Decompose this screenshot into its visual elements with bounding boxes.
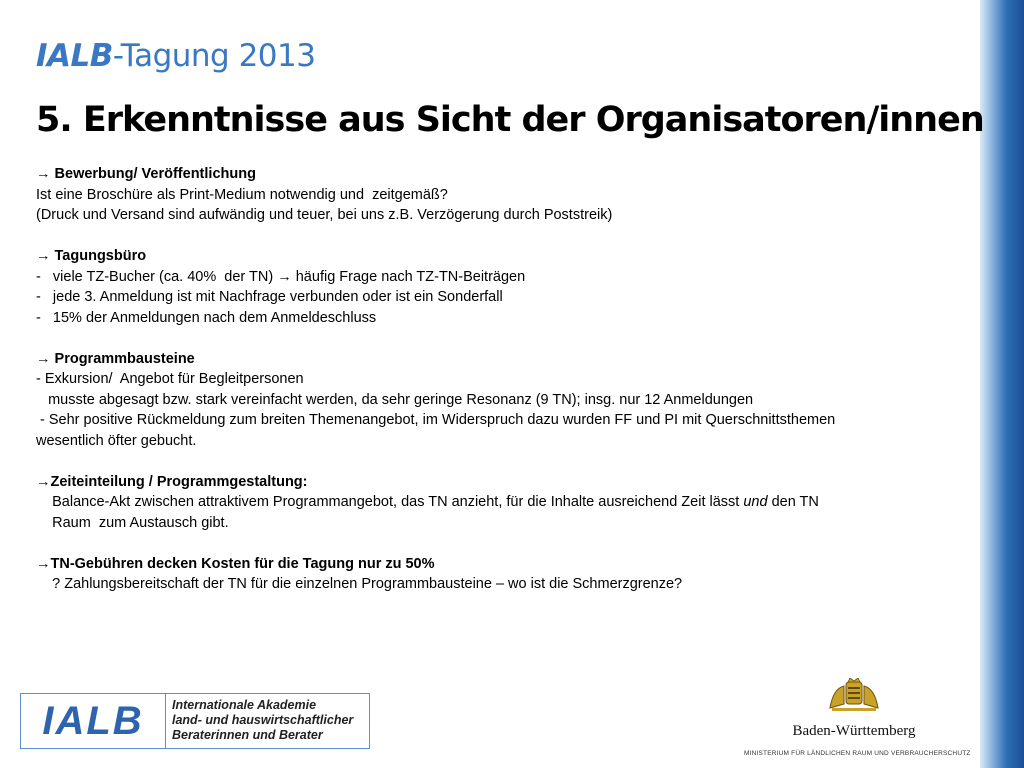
section-heading: [36, 349, 986, 370]
slide-content: [36, 164, 986, 595]
text-fragment: häufig Frage nach TZ-TN-Beiträgen: [291, 268, 526, 285]
decorative-side-bar: [980, 0, 1024, 768]
arrow-icon: →: [36, 248, 51, 264]
header-title-prefix: IALB: [36, 38, 113, 74]
arrow-icon: →: [36, 555, 51, 572]
ialb-logo-word: IALB: [21, 694, 166, 748]
ialb-logo: [20, 693, 370, 749]
ialb-logo-text: [166, 694, 359, 748]
slide-title: 5. Erkenntnisse aus Sicht der Organisatoren/innen: [36, 100, 984, 140]
text-line: ? Zahlungsbereitschaft der TN für die einzelnen Programmbausteine – wo ist die Schmerzgrenze?: [36, 576, 683, 592]
arrow-icon: →: [36, 350, 51, 367]
section-heading: [36, 554, 986, 575]
section-heading-text: Zeiteinteilung / Programmgestaltung:: [50, 473, 308, 490]
text-line: musste abgesagt bzw. stark vereinfacht werden, da sehr geringe Resonanz (9 TN); insg. nur 12 Anmeldungen: [36, 391, 754, 408]
section-heading-text: Bewerbung/ Veröffentlichung: [54, 166, 256, 182]
text-line: Raum zum Austausch gibt.: [36, 514, 229, 531]
section-heading-text: TN-Gebühren decken Kosten für die Tagung nur zu 50%: [50, 555, 435, 572]
emphasis-text: und: [743, 494, 768, 510]
ialb-logo-line: Internationale Akademie: [172, 698, 317, 712]
header-title-suffix: -Tagung 2013: [112, 38, 316, 74]
section-heading: [36, 472, 986, 493]
state-name: Baden-Württemberg: [792, 723, 916, 739]
arrow-icon: →: [36, 473, 51, 490]
arrow-icon: →: [36, 166, 51, 182]
section-heading-text: Tagungsbüro: [54, 248, 147, 264]
text-line: - jede 3. Anmeldung ist mit Nachfrage verbunden oder ist ein Sonderfall: [36, 289, 503, 305]
ialb-logo-line: land- und hauswirtschaftlicher: [172, 713, 354, 727]
text-line: (Druck und Versand sind aufwändig und teuer, bei uns z.B. Verzögerung durch Poststreik): [36, 207, 613, 223]
text-line: - Sehr positive Rückmeldung zum breiten Themenangebot, im Widerspruch dazu wurden FF und PI mit Querschnittsthemen: [36, 412, 836, 428]
text-line: - 15% der Anmeldungen nach dem Anmeldeschluss: [36, 309, 377, 326]
ialb-logo-line: Beraterinnen und Berater: [172, 728, 323, 742]
section-heading: [36, 164, 986, 185]
text-line: [36, 267, 986, 288]
ministry-name: MINISTERIUM FÜR LÄNDLICHEN RAUM UND VERBRAUCHERSCHUTZ: [744, 750, 971, 757]
section-heading-text: Programmbausteine: [54, 350, 195, 367]
section-heading: [36, 246, 986, 267]
text-line: wesentlich öfter gebucht.: [36, 432, 197, 449]
text-line: [36, 492, 986, 513]
text-fragment: den TN: [767, 494, 819, 510]
coat-of-arms-icon: [826, 678, 882, 712]
text-line: Ist eine Broschüre als Print-Medium notwendig und zeitgemäß?: [36, 186, 448, 203]
text-line: - Exkursion/ Angebot für Begleitpersonen: [36, 371, 304, 387]
baden-wuerttemberg-logo: [744, 678, 971, 758]
header-title: [36, 38, 315, 74]
arrow-icon: →: [277, 268, 292, 285]
text-fragment: - viele TZ-Bucher (ca. 40% der TN): [36, 268, 278, 285]
text-fragment: Balance-Akt zwischen attraktivem Programmangebot, das TN anzieht, für die Inhalte ausreichend Zeit lässt: [36, 494, 744, 510]
